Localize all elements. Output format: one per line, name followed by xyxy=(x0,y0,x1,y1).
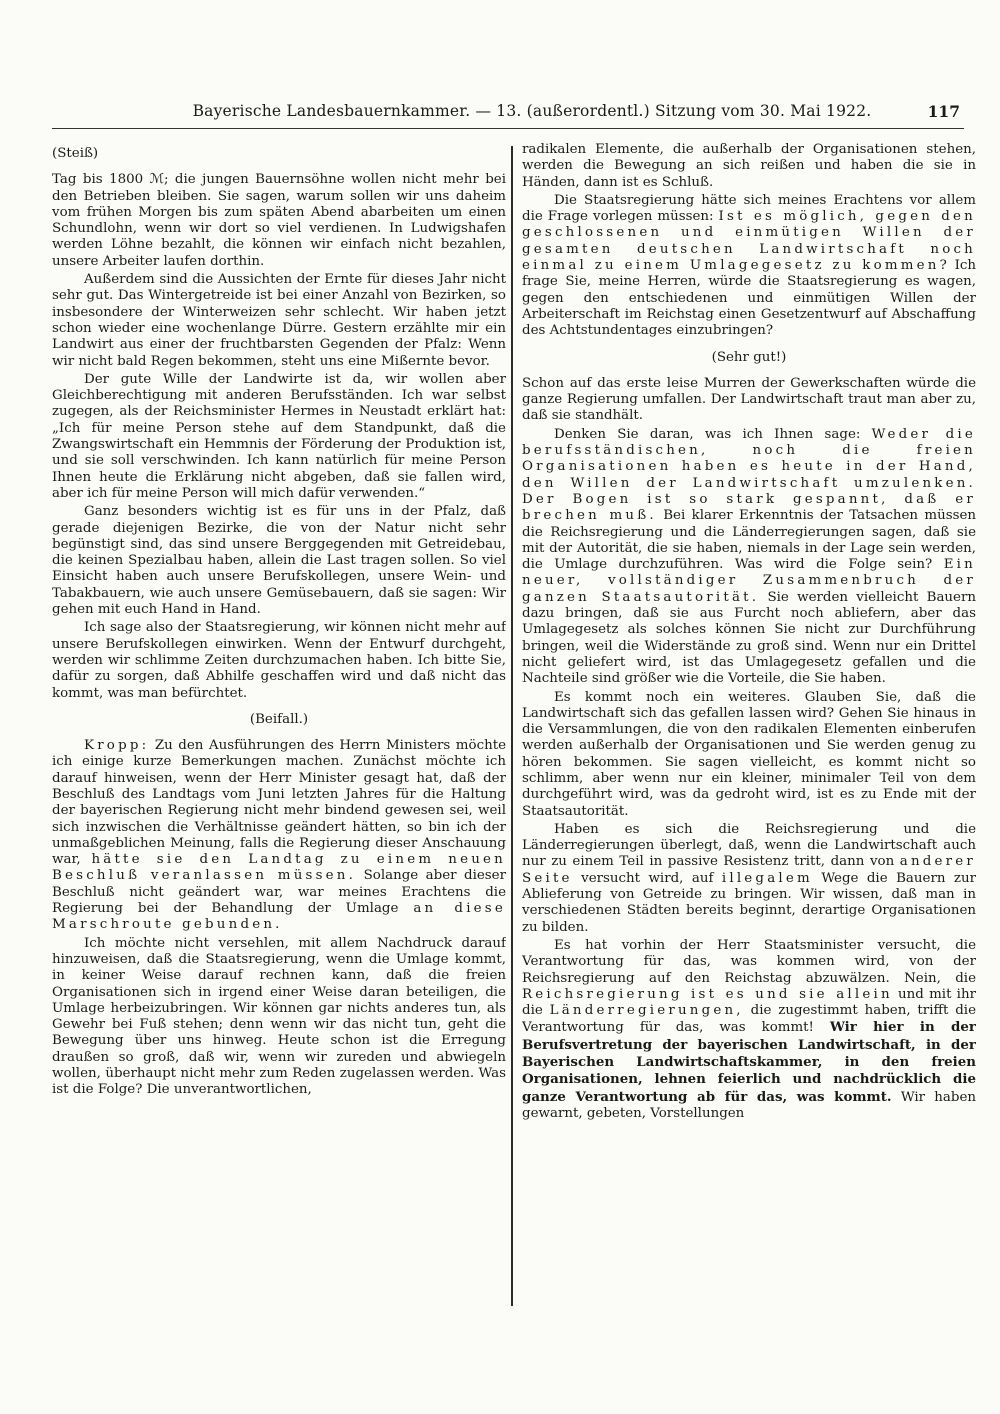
paragraph: radikalen Elemente, die außerhalb der Organisationen stehen, werden die Bewegung an sich reißen und haben die sie in Händen, dann ist es Schluß. xyxy=(522,142,976,190)
text-run: Sie werden vielleicht Bauern dazu bringen, daß sie aus Furcht noch abliefern, aber das Umlagegesetz als solches können Sie nicht zur Durchführung bringen, weil die Widerstände zu groß sind. Wenn nur ein Drittel nicht geliefert wird, ist das Umlagegesetz gefallen und die Nachteile sind größer wie die Vorteile, die Sie haben. xyxy=(522,589,976,687)
text-run: die zugestimmt haben, trifft die Verantwortung für das, was kommt! xyxy=(522,1003,976,1036)
text-run: Zu den Ausführungen des Herrn Ministers möchte ich einige kurze Bemerkungen machen. Zunächst möchte ich darauf hinweisen, wenn der Herr Minister gesagt hat, daß der Beschluß des Landtags vom Juni letzten Jahres für die Haltung der bayerischen Regierung nicht mehr bindend gewesen sei, weil sich inzwischen die Verhältnisse geändert hätten, so bin ich der unmaßgeblichen Meinung, falls die Regierung dieser Anschauung war, xyxy=(52,738,506,868)
text-run: Denken Sie daran, was ich Ihnen sage: xyxy=(554,426,861,442)
paragraph xyxy=(522,938,976,1122)
left-column xyxy=(52,146,506,1310)
speaker-tag: (Steiß) xyxy=(52,146,99,161)
text-run: Wir haben gewarnt, gebeten, Vorstellungen xyxy=(522,1089,976,1121)
paragraph: Es kommt noch ein weiteres. Glauben Sie, daß die Landwirtschaft sich das gefallen lassen wird? Gehen Sie hinaus in die Versammlungen, die von den radikalen Elementen einberufen werden außerhalb der Organisationen und Sie werden genug zu hören bekommen. Sie sagen vielleicht, es kommt nicht so schlimm, aber wenn nur ein kleiner, minimaler Teil von dem durchgeführt wird, was da gedroht wird, ist es zu Ende mit der Staatsautorität. xyxy=(522,689,976,819)
text-run: Die Staatsregierung hätte sich meines Erachtens vor allem die Frage vorlegen müssen: xyxy=(522,192,976,225)
text-run: Solange aber dieser Beschluß nicht geändert war, war meines Erachtens die Regierung bei der Behandlung der Umlage xyxy=(52,868,506,917)
emphasis-text: illegalem xyxy=(721,870,813,886)
paragraph xyxy=(522,193,976,340)
paragraph: Der gute Wille der Landwirte ist da, wir wollen aber Gleichberechtigung mit anderen Berufsständen. Ich war selbst zugegen, als der Reichsminister Hermes in Neustadt erklärt hat: „Ich für meine Person stehe auf dem Standpunkt, daß die Zwangswirtschaft ein Hemmnis der Förderung der Produktion ist, und sie soll verschwinden. Ich kann natürlich für meine Person Ihnen heute die Erklärung nicht abgeben, daß sie fallen wird, aber ich für meine Person will mich dafür verwenden.“ xyxy=(52,371,506,501)
right-column xyxy=(522,142,976,1306)
paragraph xyxy=(522,822,976,936)
text-run: Haben es sich die Reichsregierung und die Länderregierungen überlegt, daß, wenn die Landwirtschaft auch nur zu einem Teil in passive Resistenz tritt, dann von xyxy=(522,821,976,870)
paragraph: Ich möchte nicht versehlen, mit allem Nachdruck darauf hinzuweisen, daß die Staatsregierung, wenn die Umlage kommt, in keiner Weise darauf rechnen kann, daß die freien Organisationen sich in irgend einer Weise daran beteiligen, die Umlage herbeizubringen. Wir können gar nichts anderes tun, als Gewehr bei Fuß stehen; denn wenn wir das nicht tun, geht die Bewegung über uns hinweg. Heute schon ist die Erregung draußen so groß, daß wir, wenn wir zureden und abwiegeln wollen, überhaupt nicht mehr zum Reden zugelassen werden. Was ist die Folge? Die unverantwortlichen, xyxy=(52,935,506,1098)
paragraph xyxy=(522,427,976,688)
emphasis-text: hätte sie den Landtag zu einem neuen Beschluß veranlassen müssen. xyxy=(52,852,506,884)
emphasis-text: Weder die berufsständischen, noch die freien Organisationen haben es heute in der Hand, den Willen der Landwirtschaft umzulenken. Der Bogen ist so stark gespannt, daß er brechen muß. xyxy=(522,426,976,524)
emphasis-text: anderer Seite xyxy=(522,854,976,886)
header-title: Bayerische Landesbauernkammer. — 13. (außerordentl.) Sitzung vom 30. Mai 1922. xyxy=(192,102,872,120)
paragraph: Ich sage also der Staatsregierung, wir können nicht mehr auf unsere Berufskollegen einwirken. Wenn der Entwurf durchgeht, werden wir schlimme Zeiten durchzumachen haben. Ich bitte Sie, dafür zu sorgen, daß Abhilfe geschaffen wird und daß nicht das kommt, was man befürchtet. xyxy=(52,620,506,701)
emphasis-text: Ein neuer, vollständiger Zusammenbruch der ganzen Staatsautorität. xyxy=(522,557,976,605)
paragraph xyxy=(52,738,506,934)
emphasis-text: Ist es möglich, gegen den geschlossenen und einmütigen Willen der gesamten deutschen Landwirtschaft noch einmal zu einem Umlagegesetz zu kommen? xyxy=(522,209,976,274)
bold-statement: Wir hier in der Berufsvertretung der bayerischen Landwirtschaft, in der Bayerischen Landwirtschaftskammer, in den freien Organisationen, lehnen feierlich und nachdrücklich die ganze Verantwortung ab für das, was kommt. xyxy=(522,1019,976,1105)
text-run: Wege die Bauern zur Ablieferung von Getreide zu bringen. Wir wissen, daß man in verschiedenen Städten bereits beginnt, derartige Organisationen zu bilden. xyxy=(522,870,976,935)
text-run: Ich frage Sie, meine Herren, würde die Staatsregierung es wagen, gegen den entschiedenen und einmütigen Willen der Arbeiterschaft im Reichstag einen Gesetzentwurf auf Abschaffung des Achtstundentages einzubringen? xyxy=(522,258,976,339)
running-header xyxy=(52,100,964,129)
column-divider xyxy=(511,146,513,1306)
interjection: (Beifall.) xyxy=(249,711,309,727)
paragraph: Schon auf das erste leise Murren der Gewerkschaften würde die ganze Regierung umfallen. Der Landwirtschaft traut man aber zu, daß sie standhält. xyxy=(522,375,976,424)
emphasis-text: an diese Marschroute gebunden. xyxy=(52,901,506,933)
text-run: Bei klarer Erkenntnis der Tatsachen müssen die Reichsregierung und die Länderregierungen sagen, daß sie mit der Autorität, die sie haben, niemals in der Lage sein werden, die Umlage durchzuführen. Was wird die Folge sein? xyxy=(522,508,976,573)
text-run: versucht wird, auf xyxy=(581,870,714,886)
emphasis-text: Länderregierungen, xyxy=(549,1003,744,1019)
paragraph: Tag bis 1800 ℳ; die jungen Bauernsöhne wollen nicht mehr bei den Betrieben bleiben. Sie sagen, warum sollen wir uns daheim vom frühen Morgen bis zum späten Abend abarbeiten um einen Schundlohn, wenn wir dort so viel verdienen. In Ludwigshafen werden Löhne bezahlt, die können wir einfach nicht bezahlen, unsere Arbeiter laufen dorthin. xyxy=(52,172,506,269)
paragraph: Ganz besonders wichtig ist es für uns in der Pfalz, daß gerade diejenigen Bezirke, die von der Natur nicht sehr begünstigt sind, das sind unsere Berggegenden mit Getreidebau, die keinen Spezialbau haben, allein die Last tragen sollen. So viel Einsicht haben auch unsere Berufskollegen, unsere Wein- und Tabakbauern, wie auch unsere Gemüsebauern, daß sie sagen: Wir gehen mit euch Hand in Hand. xyxy=(52,504,506,618)
page-number: 117 xyxy=(927,102,960,121)
paragraph: Außerdem sind die Aussichten der Ernte für dieses Jahr nicht sehr gut. Das Wintergetreide ist bei einer Anzahl von Bezirken, so insbesondere der Winterweizen sehr schlecht. Wir haben jetzt schon wieder eine wochenlange Dürre. Gestern erzählte mir ein Landwirt aus einer der fruchtbarsten Gegenden der Pfalz: Wenn wir nicht bald Regen bekommen, steht uns eine Mißernte bevor. xyxy=(52,272,506,369)
text-run: Es hat vorhin der Herr Staatsminister versucht, die Verantwortung für das, was kommen wird, von der Reichsregierung auf den Reichstag abzuwälzen. Nein, die xyxy=(522,937,976,986)
text-run: und mit ihr die xyxy=(522,986,976,1019)
interjection: (Sehr gut!) xyxy=(711,349,787,365)
emphasis-text: Reichsregierung ist es und sie allein xyxy=(522,986,893,1002)
speaker-name: Kropp: xyxy=(84,738,150,754)
